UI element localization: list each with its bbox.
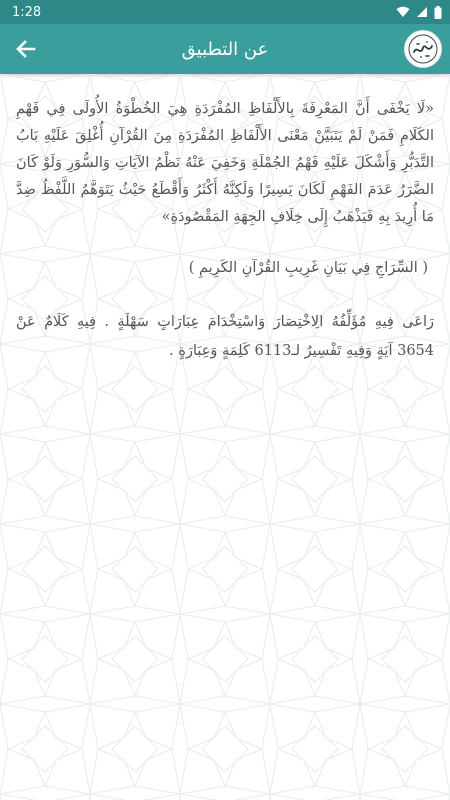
about-paragraph: رَاعَى فِيهِ مُؤَلِّفُهُ الِاخْتِصَارَ وَاسْتِخْدَامَ عِبَارَاتٍ سَهْلَةٍ . فِيهِ كَلَامٌ عَنْ 3654 آيَةٍ وَفِيهِ تَفْسِيرٌ لـ6113 كَلِمَةٍ وَعِبَارَةٍ . (16, 314, 434, 359)
source-citation: ( السِّرَاجِ فِي بَيَانِ غَرِيبِ القُرْآنِ الكَرِيمِ ) (188, 260, 428, 276)
wifi-icon (396, 6, 410, 18)
status-time: 1:28 (12, 4, 42, 20)
quote-paragraph: «لَا يَخْفَى أَنَّ المَعْرِفَةَ بِالأَلْفَاظِ المُفْرَدَةِ هِيَ الخُطْوَةُ الأُولَى فِي فَهْمِ الكَلَامِ فَمَنْ لَمْ يَتَبَيَّنْ مَعْنَى الأَلْفَاظِ المُفْرَدَةِ مِنَ القُرْآنِ أُغْلِقَ عَلَيْهِ بَابُ التَّدَبُّرِ وَأَشْكَلَ عَلَيْهِ فَهْمُ الجُمْلَةِ وَخَفِيَ عَنْهُ نَظْمُ الآيَاتِ وَالسُّوَرِ وَلَوْ كَانَ الضَّرَرُ عَدَمَ الفَهْمِ لَكَانَ يَسِيرًا وَلَكِنَّهُ أَكْثَرُ وَأَقْطَعُ حَيْثُ يَتَوَهَّمُ اللَّفْظُ ضِدَّ مَا أُرِيدَ بِهِ فَيَذْهَبُ إِلَى خِلَافِ الجِهَةِ المَقْصُودَةِ» (16, 101, 434, 225)
page-title: عن التطبيق (181, 38, 269, 60)
app-bar (0, 24, 450, 74)
status-icons (396, 6, 442, 19)
app-logo-icon (407, 33, 439, 65)
status-bar (0, 0, 450, 24)
about-text (16, 96, 434, 366)
app-logo (404, 30, 442, 68)
battery-icon (434, 6, 442, 19)
content-area (0, 74, 450, 800)
cellular-signal-icon (416, 6, 428, 18)
